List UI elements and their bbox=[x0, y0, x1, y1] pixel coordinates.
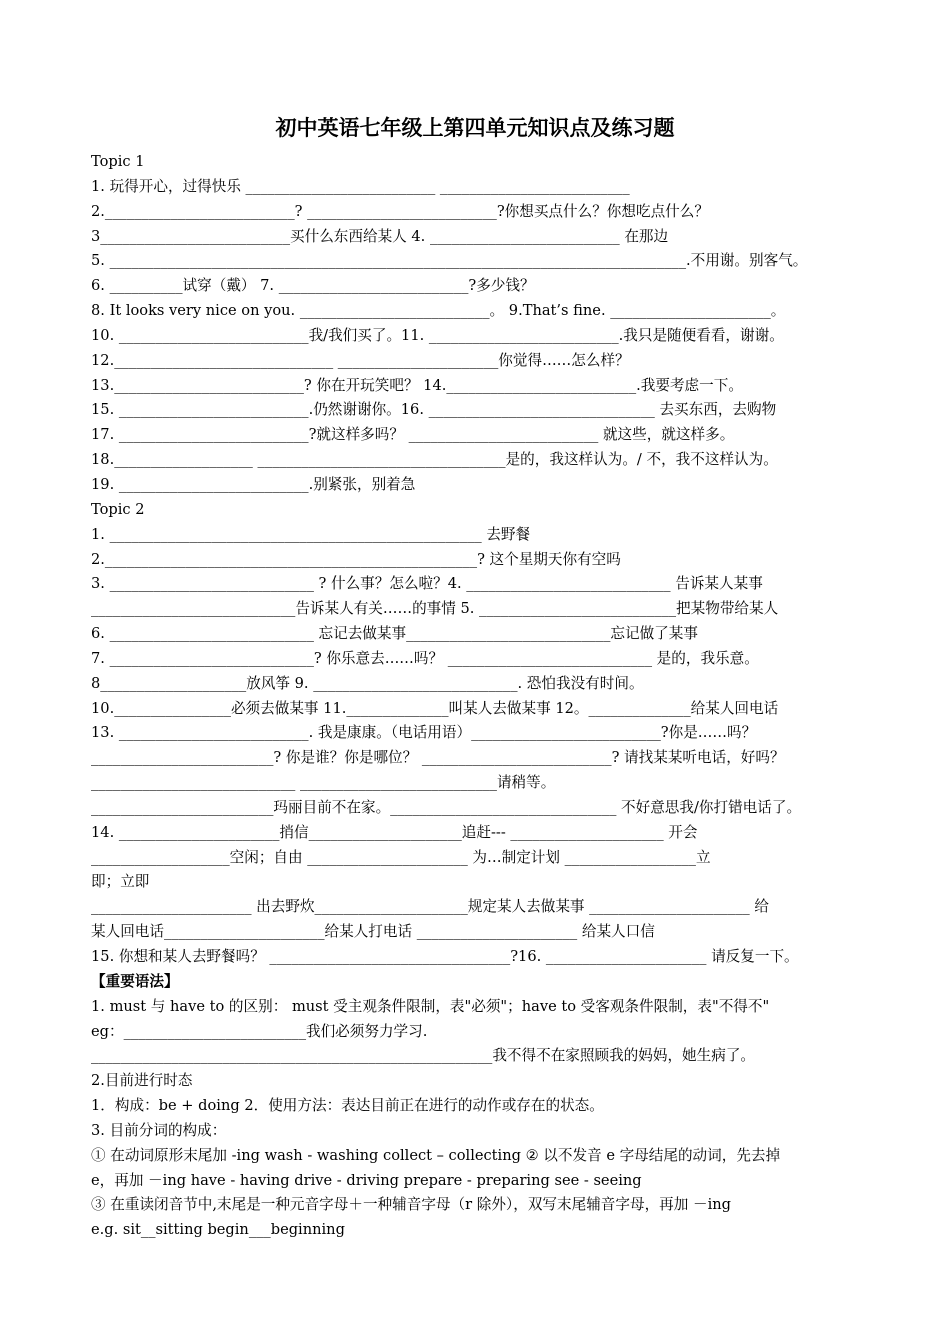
text-line: 19. __________________________.别紧张，别着急 bbox=[91, 475, 416, 493]
text-line: 10. __________________________我/我们买了。11. __________________________.我只是随便看看，谢谢。 bbox=[91, 326, 784, 344]
text-line: 15. 你想和某人去野餐吗？ _________________________________?16. ______________________ 请反复一下。 bbox=[91, 948, 799, 965]
text-line: e，再加 －ing have - having drive - driving prepare - preparing see - seeing bbox=[91, 1171, 642, 1189]
text-line: 10.________________必须去做某事 11.______________叫某人去做某事 12。______________给某人回电话 bbox=[91, 699, 779, 717]
text-line: ____________________________ ___________________________请稍等。 bbox=[91, 774, 556, 792]
text-line: 13.__________________________? 你在开玩笑吧？ 14.__________________________.我要考虑一下。 bbox=[91, 376, 743, 394]
document-body bbox=[91, 150, 871, 1243]
text-line: 【重要语法】 bbox=[91, 972, 179, 990]
text-line: 某人回电话______________________给某人打电话 ______________________ 给某人口信 bbox=[91, 923, 655, 941]
text-line: eg：_________________________我们必须努力学习. bbox=[91, 1022, 428, 1040]
text-line: Topic 2 bbox=[91, 500, 145, 518]
text-line: Topic 1 bbox=[91, 153, 145, 170]
text-line: 8____________________放风筝 9. ____________________________. 恐怕我没有时间。 bbox=[91, 674, 644, 692]
text-line: 3. 目前分词的构成： bbox=[91, 1121, 227, 1139]
text-line: 13. __________________________. 我是康康。（电话用语）__________________________?你是……吗？ bbox=[91, 724, 757, 742]
text-line: 6. ____________________________ 忘记去做某事____________________________忘记做了某事 bbox=[91, 625, 698, 643]
text-line: 18.___________________ __________________________________是的，我这样认为。/ 不，我不这样认为。 bbox=[91, 451, 778, 469]
text-line: ____________________________告诉某人有关……的事情 5. ___________________________把某物带给某人 bbox=[91, 600, 779, 618]
text-line: 即；立即 bbox=[91, 873, 150, 891]
text-line: 8. It looks very nice on you. __________________________。 9.That’s fine. ______________________。 bbox=[91, 302, 786, 320]
text-line: 2.___________________________________________________? 这个星期天你有空吗 bbox=[91, 550, 621, 568]
text-line: 1. must 与 have to 的区别： must 受主观条件限制，表"必须"；have to 受客观条件限制，表"不得不" bbox=[91, 997, 770, 1015]
text-line: ① 在动词原形末尾加 -ing wash - washing collect – collecting ② 以不发音 e 字母结尾的动词，先去掉 bbox=[91, 1146, 781, 1164]
text-line: e.g. sit__sitting begin___beginning bbox=[91, 1221, 345, 1239]
text-line: 12.______________________________ ______________________你觉得……怎么样？ bbox=[91, 351, 630, 369]
document-title: 初中英语七年级上第四单元知识点及练习题 bbox=[275, 116, 675, 140]
text-line: 1．构成：be + doing 2．使用方法：表达目前正在进行的动作或存在的状态。 bbox=[91, 1097, 604, 1115]
text-line: 14. ______________________捎信_____________________追赶--- _____________________ 开会 bbox=[91, 823, 698, 841]
text-line: _______________________________________________________我不得不在家照顾我的妈妈，她生病了。 bbox=[91, 1047, 756, 1065]
text-line: 6. __________试穿（戴） 7. __________________________?多少钱？ bbox=[91, 277, 535, 295]
text-line: 3. ____________________________ ? 什么事？怎么啦？4. ____________________________ 告诉某人某事 bbox=[91, 575, 763, 593]
text-line: 1. ___________________________________________________ 去野餐 bbox=[91, 525, 531, 543]
text-line: 1. 玩得开心，过得快乐 __________________________ __________________________ bbox=[91, 177, 630, 195]
text-line: _________________________玛丽目前不在家。_______________________________ 不好意思我/你打错电话了。 bbox=[91, 798, 802, 816]
text-line: 2.目前进行时态 bbox=[91, 1072, 193, 1090]
text-line: ___________________空闲；自由 ______________________ 为…制定计划 __________________立 bbox=[91, 848, 711, 866]
text-line: ______________________ 出去野炊_____________________规定某人去做某事 ______________________ 给 bbox=[91, 898, 769, 916]
text-line: 17. __________________________?就这样多吗？ __________________________ 就这些，就这样多。 bbox=[91, 426, 735, 444]
text-line: 15. __________________________.仍然谢谢你。16. _______________________________ 去买东西，去购物 bbox=[91, 401, 777, 419]
text-line: 7. ____________________________? 你乐意去……吗？ ____________________________ 是的，我乐意。 bbox=[91, 649, 759, 667]
text-line: 5. _______________________________________________________________________________.不用谢。别客气。 bbox=[91, 252, 808, 270]
text-line: 3__________________________买什么东西给某人 4. __________________________ 在那边 bbox=[91, 227, 669, 245]
text-line: 2.__________________________? __________________________?你想买点什么？你想吃点什么？ bbox=[91, 202, 709, 220]
text-line: ③ 在重读闭音节中,末尾是一种元音字母＋一种辅音字母（r 除外），双写末尾辅音字母，再加 －ing bbox=[91, 1196, 731, 1214]
text-line: _________________________? 你是谁？你是哪位？ __________________________? 请找某某听电话，好吗？ bbox=[91, 749, 785, 767]
